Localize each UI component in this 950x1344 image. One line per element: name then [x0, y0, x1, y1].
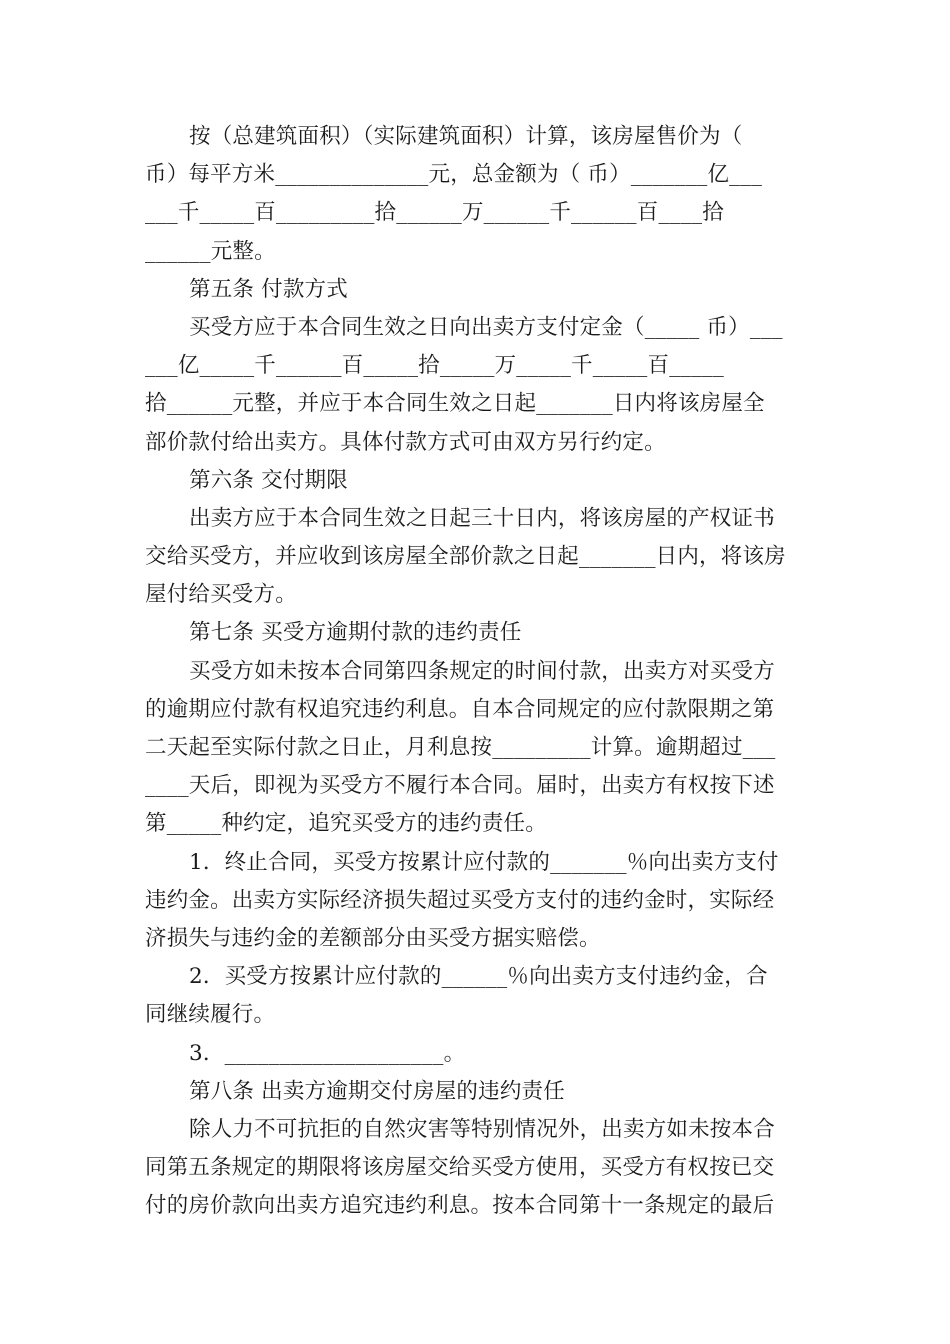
text-line: 同继续履行。 [145, 1002, 276, 1028]
contract-text-body [145, 118, 810, 1225]
text-line: ______元整。 [145, 238, 276, 264]
text-line: 同第五条规定的期限将该房屋交给买受方使用，买受方有权按已交 [145, 1155, 775, 1181]
text-line: 屋付给买受方。 [145, 582, 297, 608]
text-line: 拾______元整，并应于本合同生效之日起_______日内将该房屋全 [145, 391, 765, 417]
text-line: 按（总建筑面积）（实际建筑面积）计算，该房屋售价为（ [189, 124, 743, 149]
text-line: 的逾期应付款有权追究违约利息。自本合同规定的应付款限期之第 [145, 696, 775, 722]
text-line: 第八条 出卖方逾期交付房屋的违约责任 [189, 1078, 565, 1104]
text-line: 第七条 买受方逾期付款的违约责任 [189, 620, 522, 646]
text-line: 第五条 付款方式 [189, 276, 348, 302]
text-line: 2．买受方按累计应付款的______％向出卖方支付违约金，合 [189, 964, 768, 990]
text-line: 3．____________________。 [189, 1040, 466, 1066]
text-line: 第六条 交付期限 [189, 467, 348, 493]
text-line: ___千_____百_________拾______万______千______百____拾 [145, 200, 724, 226]
text-line: 买受方如未按本合同第四条规定的时间付款，出卖方对买受方 [189, 658, 775, 684]
text-line: 买受方应于本合同生效之日向出卖方支付定金（_____ 币）___ [189, 314, 783, 340]
text-line: 济损失与违约金的差额部分由买受方据实赔偿。 [145, 925, 601, 951]
text-line: 二天起至实际付款之日止，月利息按_________计算。逾期超过___ [145, 735, 776, 760]
text-line: 交给买受方，并应收到该房屋全部价款之日起_______日内，将该房 [145, 544, 786, 570]
text-line: 部价款付给出卖方。具体付款方式可由双方另行约定。 [145, 429, 666, 455]
text-line: 除人力不可抗拒的自然灾害等特别情况外，出卖方如未按本合 [189, 1116, 775, 1142]
text-line: 第_____种约定，追究买受方的违约责任。 [145, 811, 547, 837]
text-line: 币）每平方米______________元，总金额为（ 币）_______亿___ [145, 162, 763, 188]
text-line: 违约金。出卖方实际经济损失超过买受方支付的违约金时，实际经 [145, 887, 775, 913]
text-line: ___亿_____千______百_____拾_____万_____千_____百_____ [145, 353, 724, 379]
text-line: 付的房价款向出卖方追究违约利息。按本合同第十一条规定的最后 [145, 1193, 775, 1219]
text-line: ____天后，即视为买受方不履行本合同。届时，出卖方有权按下述 [145, 773, 775, 799]
text-line: 1．终止合同，买受方按累计应付款的_______％向出卖方支付 [189, 849, 779, 875]
text-line: 出卖方应于本合同生效之日起三十日内，将该房屋的产权证书 [189, 505, 775, 531]
